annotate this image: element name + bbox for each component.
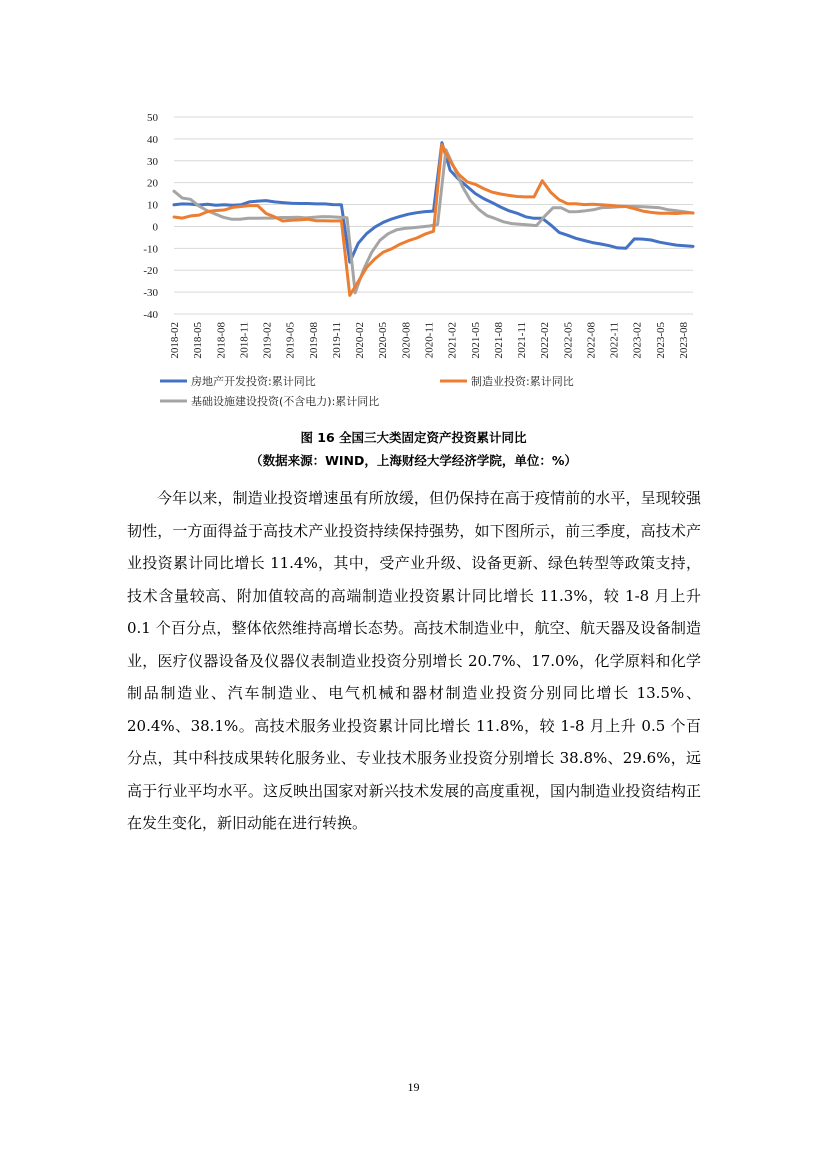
x-tick-label: 2019-08 [307,322,320,359]
investment-line-chart [0,0,827,420]
x-axis-ticks [169,322,690,359]
x-tick-label: 2020-02 [354,322,367,359]
page-number: 19 [407,1080,420,1094]
x-tick-label: 2019-05 [284,322,297,359]
y-tick-label: -40 [143,309,158,321]
x-tick-label: 2022-05 [562,322,575,359]
legend-item-manufacturing: 制造业投资:累计同比 [471,375,574,388]
x-tick-label: 2023-05 [654,322,667,359]
x-tick-label: 2018-05 [192,322,205,359]
chart-series [174,143,693,296]
chart-legend [160,374,574,408]
x-tick-label: 2022-08 [585,322,598,359]
x-tick-label: 2018-11 [238,322,251,359]
x-tick-label: 2020-08 [400,322,413,359]
x-tick-label: 2018-02 [169,322,181,359]
legend-item-real-estate: 房地产开发投资:累计同比 [191,375,316,388]
x-tick-label: 2018-08 [215,322,228,359]
manufacturing-series-line [174,145,693,296]
y-tick-label: 50 [147,112,158,124]
x-tick-label: 2019-02 [261,322,274,359]
legend-item-infrastructure: 基础设施建设投资(不含电力):累计同比 [191,395,380,408]
x-tick-label: 2022-02 [539,322,552,359]
y-tick-label: -20 [143,265,158,278]
body-paragraph: 今年以来，制造业投资增速虽有所放缓，但仍保持在高于疫情前的水平，呈现较强韧性，一方面得益于高技术产业投资持续保持强势，如下图所示，前三季度，高技术产业投资累计同比增长 11.4%，其中，受产业升级、设备更新、绿色转型等政策支持，技术含量较高、附加值较高的高端制造业投资累计同比增长 11.3%，较 1-8 月上升 0.1 个百分点，整体依然维持高增长态势。高技术制造业中，航空、航天器及设备制造业，医疗仪器设备及仪器仪表制造业投资分别增长 20.7%、17.0%，化学原料和化学制品制造业、汽车制造业、电气机械和器材制造业投资分别同比增长 13.5%、20.4%、38.1%。高技术服务业投资累计同比增长 11.8%，较 1-8 月上升 0.5 个百分点，其中科技成果转化服务业、专业技术服务业投资分别增长 38.8%、29.6%，远高于行业平均水平。这反映出国家对新兴技术发展的高度重视，国内制造业投资结构正在发生变化，新旧动能在进行转换。 [127,489,701,832]
x-tick-label: 2020-11 [423,322,436,359]
chart-gridlines [174,117,693,314]
x-tick-label: 2023-02 [631,322,644,359]
y-tick-label: -30 [143,287,158,300]
x-tick-label: 2021-08 [492,322,505,359]
x-tick-label: 2021-05 [469,322,482,359]
x-tick-label: 2019-11 [330,322,343,359]
y-tick-label: 30 [147,155,158,168]
y-tick-label: 0 [152,221,158,234]
x-tick-label: 2022-11 [608,322,621,359]
x-tick-label: 2020-05 [377,322,390,359]
y-tick-label: -10 [143,243,158,256]
figure-title: 图 16 全国三大类固定资产投资累计同比 [300,430,527,445]
y-tick-label: 20 [147,177,158,190]
x-tick-label: 2021-11 [516,322,529,359]
y-axis-ticks [143,112,158,321]
y-tick-label: 40 [147,133,158,146]
y-tick-label: 10 [147,199,158,212]
x-tick-label: 2023-08 [678,322,690,359]
figure-source: （数据来源：WIND，上海财经大学经济学院，单位：%） [250,453,577,468]
x-tick-label: 2021-02 [446,322,459,359]
